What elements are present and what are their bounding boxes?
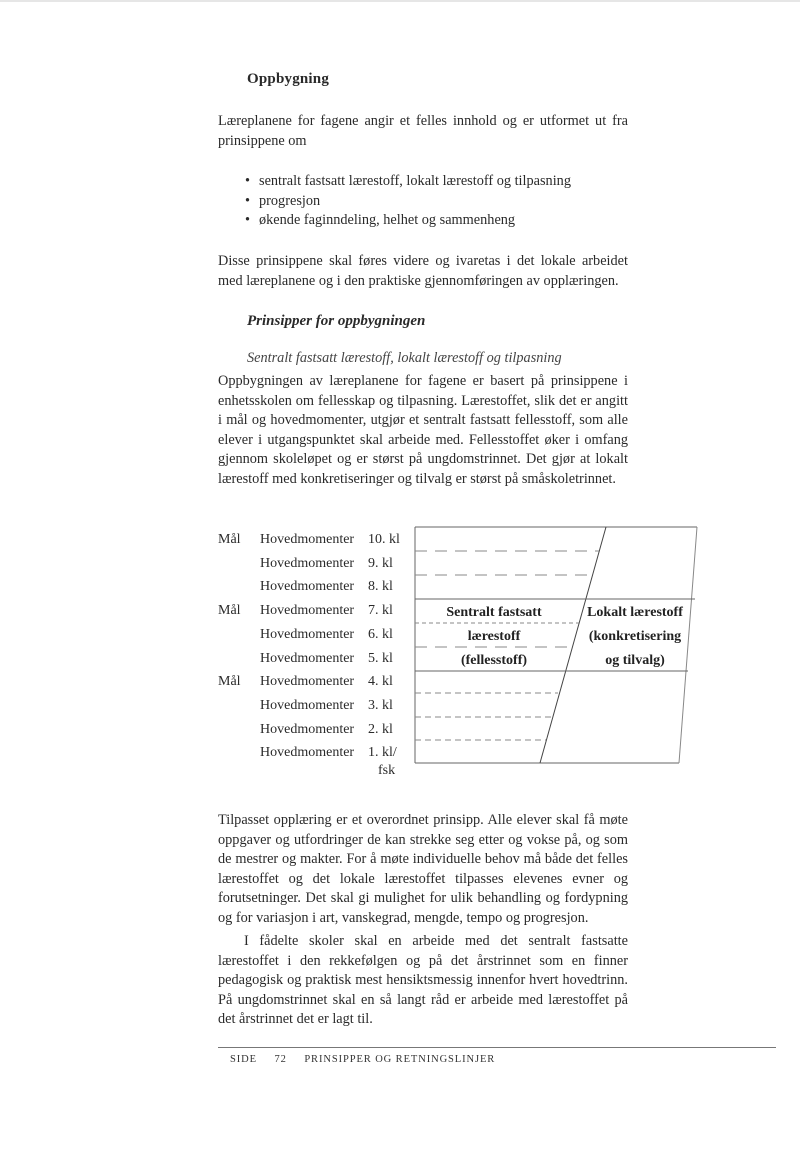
- central-local-divider: [540, 527, 606, 763]
- topic-label: Hovedmomenter: [260, 626, 355, 642]
- diagram-shape: [210, 520, 710, 780]
- central-label-line-2: lærestoff: [467, 629, 521, 644]
- grade-label: 3. kl: [368, 697, 393, 713]
- principles-list: [245, 172, 571, 231]
- paragraph-5: I fådelte skoler skal en arbeide med det sentralt fastsatte lærestoffet i den rekkefølgen og på det årstrinnet som en finner pedagogisk og praktisk mest hensiktsmessig innenfor hvert hovedtrinn. På ungdomstrinnet skal en så langt råd er arbeide med lærestoffet på det årstrinnet det er lagt til.: [218, 933, 628, 1028]
- list-item: • sentralt fastsatt lærestoff, lokalt lærestoff og tilpasning: [245, 172, 571, 192]
- grade-label: 6. kl: [368, 626, 393, 642]
- topic-label: Hovedmomenter: [260, 532, 355, 547]
- grade-label: 1. kl/: [368, 745, 397, 761]
- grade-label: 5. kl: [368, 650, 393, 666]
- footer-page-number: 72: [274, 1054, 287, 1065]
- topic-label: Hovedmomenter: [260, 697, 355, 713]
- central-label-line-3: (fellesstoff): [460, 653, 528, 668]
- goal-label: Mål: [218, 603, 241, 619]
- list-item: • økende faginndeling, helhet og sammenheng: [245, 211, 571, 231]
- topic-label: Hovedmomenter: [260, 674, 355, 690]
- grade-label: 9. kl: [368, 555, 393, 571]
- list-item: • progresjon: [245, 192, 571, 212]
- paragraph-3: Oppbygningen av læreplanene for fagene er basert på prinsippene i enhetsskolen om fellesskap og tilpasning. Lærestoffet, slik det er angitt i mål og hovedmomenter, utgjør et sentralt fastsatt fellesstoff, som alle elever i utgangspunktet skal arbeide med. Fellesstoffet øker i omfang gjennom skoleløpet og er størst på ungdomstrinnet. Det gjør at lokalt lærestoff med konkretiseringer og tilvalg er størst på småskoletrinnet.: [218, 373, 628, 487]
- grade-label: 4. kl: [368, 674, 393, 690]
- grade-label: 2. kl: [368, 721, 393, 737]
- subheading: Prinsipper for oppbygningen: [247, 313, 426, 329]
- topic-label: Hovedmomenter: [260, 555, 355, 571]
- local-label-line-3: og tilvalg): [605, 653, 665, 668]
- topic-label: Hovedmomenter: [260, 745, 355, 761]
- footer-section-title: PRINSIPPER OG RETNINGSLINJER: [304, 1054, 496, 1065]
- grade-label: 8. kl: [368, 579, 393, 595]
- intro-paragraph: Læreplanene for fagene angir et felles innhold og er utformet ut fra prinsippene om: [218, 113, 628, 149]
- topic-label: Hovedmomenter: [260, 579, 355, 595]
- local-label-line-2: (konkretisering: [588, 629, 682, 644]
- central-label-line-1: Sentralt fastsatt: [446, 605, 542, 620]
- curriculum-diagram: [210, 520, 710, 780]
- footer-side-label: SIDE: [230, 1054, 257, 1065]
- topic-label: Hovedmomenter: [260, 721, 355, 737]
- page-heading: Oppbygning: [247, 71, 330, 87]
- goal-label: Mål: [218, 674, 241, 690]
- local-label-line-1: Lokalt lærestoff: [587, 605, 683, 620]
- topic-label: Hovedmomenter: [260, 650, 355, 666]
- grade-label: 10. kl: [368, 532, 400, 547]
- goal-label: Mål: [218, 532, 241, 547]
- topic-label: Hovedmomenter: [260, 603, 355, 619]
- paragraph-2: Disse prinsippene skal føres videre og ivaretas i det lokale arbeidet med læreplanene og i den praktiske gjennomføringen av opplæringen.: [218, 253, 628, 289]
- paragraph-4: Tilpasset opplæring er et overordnet prinsipp. Alle elever skal få møte oppgaver og utfordringer de kan strekke seg etter og vokse på, og som de mestrer og makter. For å møte individuelle behov må både det felles lærestoffet og det lokale lærestoffet tilpasses elevenes evner og forutsetninger. Det skal gi mulighet for ulik behandling og fordypning og for variasjon i art, vanskegrad, mengde, tempo og progresjon.: [218, 812, 628, 926]
- page-top-rule: [0, 0, 800, 2]
- grade-suffix-label: fsk: [378, 763, 396, 779]
- section-title: Sentralt fastsatt lærestoff, lokalt lærestoff og tilpasning: [247, 350, 562, 366]
- page-footer: [230, 1054, 509, 1065]
- box-right-line: [679, 527, 697, 763]
- footer-rule: [218, 1047, 776, 1048]
- grade-label: 7. kl: [368, 603, 393, 619]
